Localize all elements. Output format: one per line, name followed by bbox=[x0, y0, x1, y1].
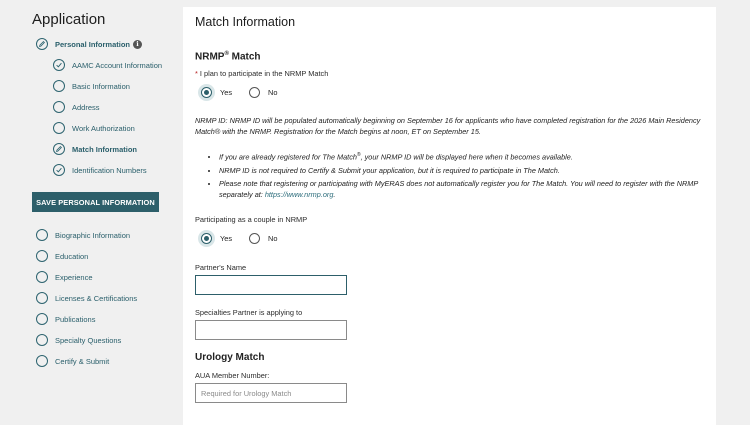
nav-specialty-questions[interactable] bbox=[36, 334, 121, 346]
nav-label: Identification Numbers bbox=[72, 165, 147, 175]
nrmp-note-1-text-a: If you are already registered for The Match bbox=[219, 152, 357, 162]
partner-name-label: Partner's Name bbox=[195, 263, 247, 272]
radio-dot bbox=[201, 87, 212, 98]
nrmp-note-2: • NRMP ID is not required to Certify & Submit your application, but it is required to participate in The Match. bbox=[219, 166, 705, 176]
partner-specialties-label: Specialties Partner is applying to bbox=[195, 308, 303, 317]
nrmp-notes-list bbox=[219, 150, 705, 203]
nav-basic-information[interactable] bbox=[53, 80, 130, 92]
radio-label: No bbox=[268, 88, 278, 97]
nav-identification-numbers[interactable] bbox=[53, 164, 147, 176]
nav-licenses-certifications[interactable] bbox=[36, 292, 137, 304]
save-personal-information-button[interactable]: SAVE PERSONAL INFORMATION bbox=[32, 192, 159, 212]
empty-circle-icon bbox=[36, 334, 48, 346]
sidebar bbox=[0, 0, 176, 425]
nav-match-information[interactable] bbox=[53, 143, 137, 155]
nrmp-note-3 bbox=[219, 179, 705, 200]
nav-address[interactable] bbox=[53, 101, 100, 113]
radio-label: Yes bbox=[220, 234, 233, 243]
nrmp-participate-label: I plan to participate in the NRMP Match bbox=[199, 69, 329, 78]
radio-dot bbox=[249, 233, 260, 244]
nrmp-website-link[interactable]: https://www.nrmp.org bbox=[264, 189, 334, 199]
couple-question: Participating as a couple in NRMP bbox=[195, 215, 308, 224]
empty-circle-icon bbox=[36, 229, 48, 241]
nrmp-note-3-end: . bbox=[333, 189, 336, 199]
empty-circle-icon bbox=[53, 80, 65, 92]
nav-personal-information[interactable] bbox=[36, 38, 142, 50]
couple-yes-radio[interactable] bbox=[201, 233, 232, 244]
radio-dot bbox=[249, 87, 260, 98]
empty-circle-icon bbox=[36, 355, 48, 367]
nrmp-participate-no-radio[interactable] bbox=[249, 87, 277, 98]
partner-specialties-input[interactable] bbox=[195, 320, 347, 340]
nav-aamc-account-information[interactable] bbox=[53, 59, 162, 71]
nav-label: AAMC Account Information bbox=[72, 60, 163, 70]
nav-label: Biographic Information bbox=[55, 230, 131, 240]
nav-publications[interactable] bbox=[36, 313, 95, 325]
nav-experience[interactable] bbox=[36, 271, 93, 283]
aua-member-number-label: AUA Member Number: bbox=[195, 371, 270, 380]
nav-biographic-information[interactable] bbox=[36, 229, 130, 241]
nav-education[interactable] bbox=[36, 250, 88, 262]
nav-label: Specialty Questions bbox=[55, 335, 122, 345]
empty-circle-icon bbox=[36, 292, 48, 304]
info-icon[interactable]: i bbox=[133, 40, 142, 49]
nrmp-note-1 bbox=[219, 150, 705, 163]
nav-label: Education bbox=[55, 251, 89, 261]
page-title: Match Information bbox=[195, 15, 296, 29]
empty-circle-icon bbox=[53, 122, 65, 134]
empty-circle-icon bbox=[36, 271, 48, 283]
radio-label: No bbox=[268, 234, 278, 243]
empty-circle-icon bbox=[36, 313, 48, 325]
pencil-icon bbox=[36, 38, 48, 50]
pencil-icon bbox=[53, 143, 65, 155]
nrmp-id-paragraph: NRMP ID: NRMP ID will be populated automatically beginning on September 16 for applicants who have completed registration for the 2026 Main Residency Match® with the NRMP. Registration for the Match begins at noon, ET on September 15. bbox=[195, 116, 701, 136]
nav-label: Publications bbox=[55, 314, 96, 324]
radio-dot bbox=[201, 233, 212, 244]
required-asterisk: * bbox=[195, 69, 198, 78]
nav-label: Licenses & Certifications bbox=[55, 293, 138, 303]
urology-match-heading: Urology Match bbox=[195, 352, 265, 363]
nrmp-heading-text: NRMP bbox=[195, 51, 225, 63]
couple-no-radio[interactable] bbox=[249, 233, 277, 244]
nrmp-note-1-registered-mark: ® bbox=[356, 152, 361, 158]
nrmp-heading-registered-mark: ® bbox=[224, 51, 229, 57]
partner-name-input[interactable] bbox=[195, 275, 347, 295]
empty-circle-icon bbox=[53, 101, 65, 113]
nav-label: Certify & Submit bbox=[55, 356, 110, 366]
check-icon bbox=[53, 59, 65, 71]
nav-label: Experience bbox=[55, 272, 93, 282]
nav-label: Work Authorization bbox=[72, 123, 135, 133]
nav-certify-submit[interactable] bbox=[36, 355, 109, 367]
nrmp-heading-rest: Match bbox=[228, 51, 261, 63]
nav-label: Match Information bbox=[72, 144, 137, 154]
nrmp-participate-yes-radio[interactable] bbox=[201, 87, 232, 98]
radio-label: Yes bbox=[220, 88, 233, 97]
nav-label: Address bbox=[72, 102, 100, 112]
main-panel bbox=[183, 7, 716, 425]
nrmp-match-heading bbox=[195, 51, 261, 62]
nav-work-authorization[interactable] bbox=[53, 122, 135, 134]
nrmp-note-1-text-b: , your NRMP ID will be displayed here when it becomes available. bbox=[360, 152, 573, 162]
check-icon bbox=[53, 164, 65, 176]
empty-circle-icon bbox=[36, 250, 48, 262]
nrmp-participate-question bbox=[195, 69, 328, 78]
nav-personal-information-label: Personal Information bbox=[55, 39, 131, 49]
nrmp-note-3-text: Please note that registering or participating with MyERAS does not automatically register you for The Match. You will need to register with the NRMP separately at: bbox=[219, 179, 698, 199]
aua-member-number-input[interactable] bbox=[195, 383, 347, 403]
nav-label: Basic Information bbox=[72, 81, 130, 91]
app-title: Application bbox=[32, 11, 106, 28]
